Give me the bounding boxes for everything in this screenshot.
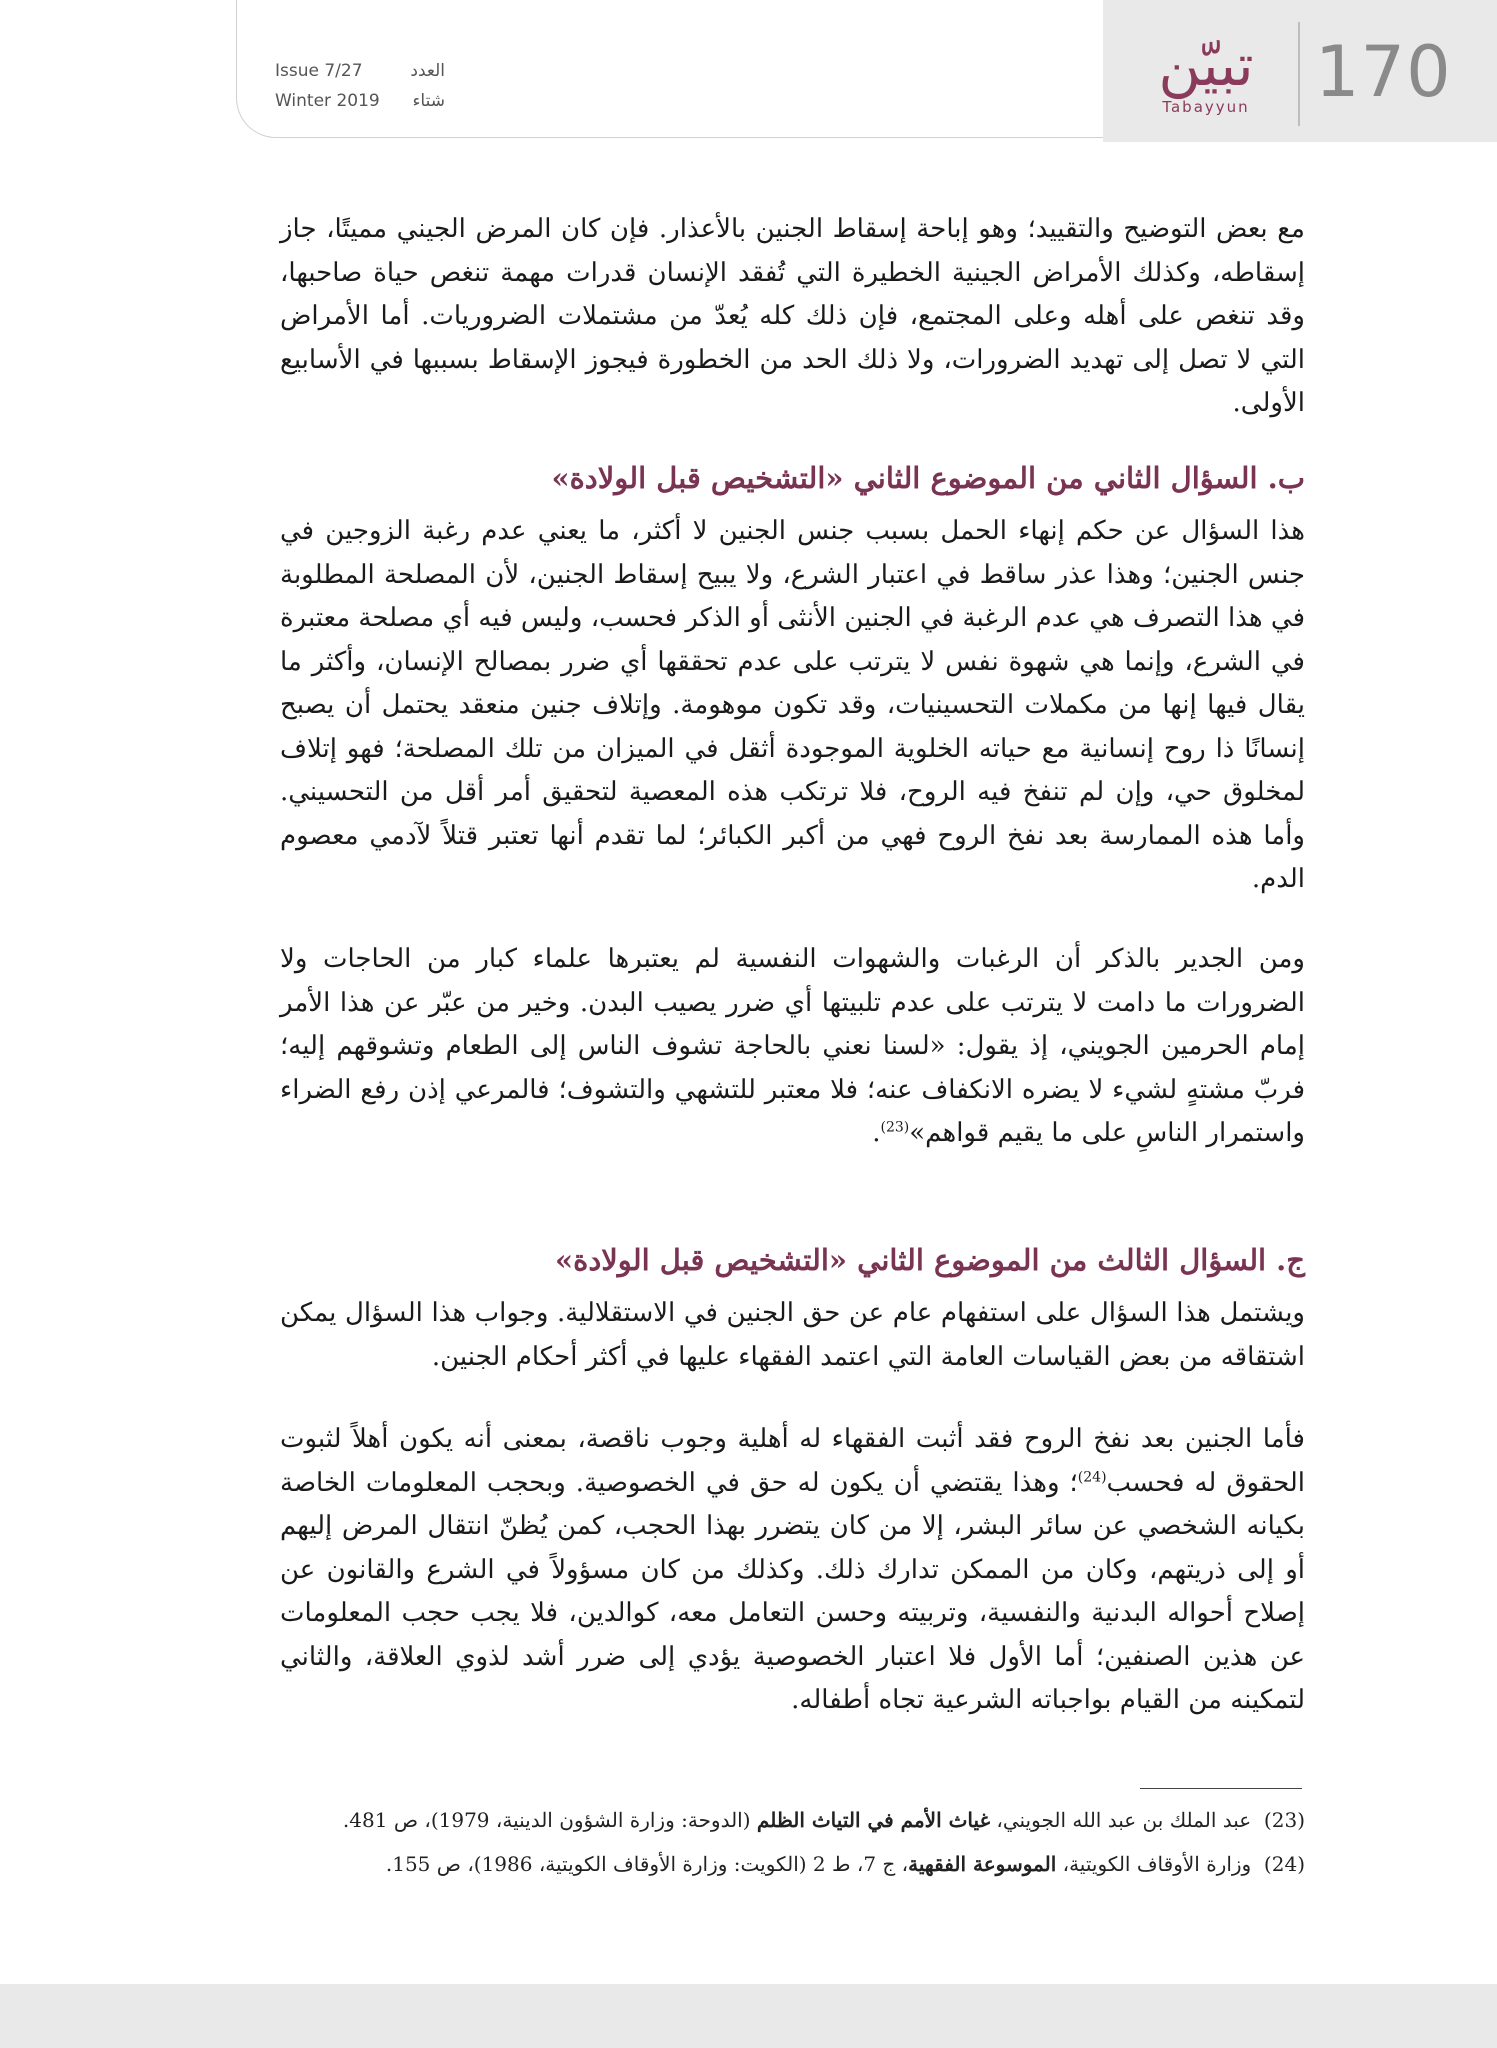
footnote-24: [280, 1848, 1305, 1880]
footnote-number: (23): [1263, 1808, 1305, 1832]
paragraph-text: مع بعض التوضيح والتقييد؛ وهو إباحة إسقاط الجنين بالأعذار. فإن كان المرض الجيني مميتًا، جاز إسقاطه، وكذلك الأمراض الجينية الخطيرة التي تُفقد الإنسان قدرات مهمة تنغص حياة صاحبها، وقد تنغص على أهله وعلى المجتمع، فإن ذلك كله يُعدّ من مشتملات الضروريات. أما الأمراض التي لا تصل إلى تهديد الضرورات، ولا ذلك الحد من الخطورة فيجوز الإسقاط بسببها في الأسابيع الأولى.: [280, 214, 1305, 418]
paragraph-text: ومن الجدير بالذكر أن الرغبات والشهوات النفسية لم يعتبرها علماء كبار من الحاجات ولا الضرورات ما دامت لا يترتب على عدم تلبيتها أي ضرر يصيب البدن. وخير من عبّر عن هذا الأمر إمام الحرمين الجويني، إذ يقول: «لسنا نعني بالحاجة تشوف الناس إلى الطعام وتشوقهم إليه؛ فربّ مشتهٍ لشيء لا يضره الانكفاف عنه؛ فلا معتبر للتشهي والتشوف؛ فالمرعي إذن رفع الضراء واستمرار الناسِ على ما يقيم قواهم»$^{(23)}$.: [280, 944, 1305, 1148]
logo-latin: Tabayyun: [1162, 98, 1250, 116]
season-label-ar: شتاء: [412, 91, 445, 111]
header-divider: [1298, 22, 1300, 126]
footnote-ref-23[interactable]: (23): [880, 1119, 910, 1136]
paragraph-body: ومن الجدير بالذكر أن الرغبات والشهوات النفسية لم يعتبرها علماء كبار من الحاجات ولا الضرورات ما دامت لا يترتب على عدم تلبيتها أي ضرر يصيب البدن. وخير من عبّر عن هذا الأمر إمام الحرمين الجويني، إذ يقول: «لسنا نعني بالحاجة تشوف الناس إلى الطعام وتشوقهم إليه؛ فربّ مشتهٍ لشيء لا يضره الانكفاف عنه؛ فلا معتبر للتشهي والتشوف؛ فالمرعي إذن رفع الضراء واستمرار الناسِ على ما يقيم قواهم»: [280, 944, 1305, 1148]
paragraph-text: ويشتمل هذا السؤال على استفهام عام عن حق الجنين في الاستقلالية. وجواب هذا السؤال يمكن اشتقاقه من بعض القياسات العامة التي اعتمد الفقهاء عليها في أكثر أحكام الجنين.: [280, 1298, 1305, 1372]
footnote-text: وزارة الأوقاف الكويتية،: [1056, 1852, 1252, 1876]
body-paragraph-3: [280, 938, 1305, 1156]
section-heading-b: [280, 456, 1305, 500]
logo-arabic: تبيّن: [1158, 31, 1254, 99]
body-paragraph-2: [280, 510, 1305, 902]
paragraph-text: [280, 1418, 1305, 1723]
footnote-number: (24): [1263, 1852, 1305, 1876]
body-paragraph-5: [280, 1418, 1305, 1723]
section-heading-c: [280, 1238, 1305, 1282]
footnote-title: غياث الأمم في التياث الظلم: [756, 1808, 991, 1832]
footnote-23: [280, 1804, 1305, 1836]
footnote-text-end: ، ج 7، ط 2 (الكويت: وزارة الأوقاف الكويتية، 1986)، ص 155.: [385, 1852, 909, 1876]
body-paragraph-1: [280, 208, 1305, 426]
issue-label: Issue 7/27: [275, 61, 363, 81]
paragraph-body-start: فأما الجنين بعد نفخ الروح فقد أثبت الفقهاء له أهلية وجوب ناقصة، بمعنى أنه يكون أهلاً لثبوت الحقوق له فحسب: [280, 1424, 1306, 1498]
heading-text: ج. السؤال الثالث من الموضوع الثاني «التشخيص قبل الولادة»: [555, 1243, 1305, 1277]
footnote-rule: [1140, 1788, 1302, 1789]
journal-logo: [1126, 30, 1286, 130]
footnote-title: الموسوعة الفقهية: [908, 1852, 1057, 1876]
page-footer-bar: [0, 1984, 1497, 2048]
footnote-text: عبد الملك بن عبد الله الجويني،: [990, 1808, 1252, 1832]
heading-text: ب. السؤال الثاني من الموضوع الثاني «التشخيص قبل الولادة»: [551, 461, 1305, 495]
paragraph-body-end: ؛ وهذا يقتضي أن يكون له حق في الخصوصية. وبحجب المعلومات الخاصة بكيانه الشخصي عن سائر البشر، إلا من كان يتضرر بهذا الحجب، كمن يُظنّ انتقال المرض إليهم أو إلى ذريتهم، وكان من الممكن تدارك ذلك. وكذلك من كان مسؤولاً في الشرع والقانون عن إصلاح أحواله البدنية والنفسية، وتربيته وحسن التعامل معه، كوالدين، فلا يجب حجب المعلومات عن هذين الصنفين؛ أما الأول فلا اعتبار الخصوصية يؤدي إلى ضرر أشد لذوي العلاقة، والثاني لتمكينه من القيام بواجباته الشرعية تجاه أطفاله.: [280, 1467, 1305, 1715]
season-label: Winter 2019: [275, 91, 380, 111]
footnote-ref-24[interactable]: (24): [1077, 1468, 1107, 1485]
issue-info: [275, 56, 445, 116]
issue-label-ar: العدد: [410, 61, 445, 81]
footnote-text-end: (الدوحة: وزارة الشؤون الدينية، 1979)، ص 481.: [342, 1808, 757, 1832]
paragraph-text: هذا السؤال عن حكم إنهاء الحمل بسبب جنس الجنين لا أكثر، ما يعني عدم رغبة الزوجين في جنس الجنين؛ وهذا عذر ساقط في اعتبار الشرع، ولا يبيح إسقاط الجنين، لأن المصلحة المطلوبة في هذا التصرف هي عدم الرغبة في الجنين الأنثى أو الذكر فحسب، وليس فيه أي مصلحة معتبرة في الشرع، وإنما هي شهوة نفس لا يترتب على عدم تحققها أي ضرر بمصالح الإنسان، وأكثر ما يقال فيها إنها من مكملات التحسينيات، وقد تكون موهومة. وإتلاف جنين منعقد يحتمل أن يصبح إنسانًا ذا روح إنسانية مع حياته الخلوية الموجودة أثقل في الميزان من تلك المصلحة؛ فهو إتلاف لمخلوق حي، وإن لم تنفخ فيه الروح، فلا ترتكب هذه المعصية لتحقيق أمر أقل من التحسيني. وأما هذه الممارسة بعد نفخ الروح فهي من أكبر الكبائر؛ لما تقدم أنها تعتبر قتلاً لآدمي معصوم الدم.: [280, 516, 1305, 894]
body-paragraph-4: [280, 1292, 1305, 1379]
page-number: 170: [1315, 31, 1452, 113]
